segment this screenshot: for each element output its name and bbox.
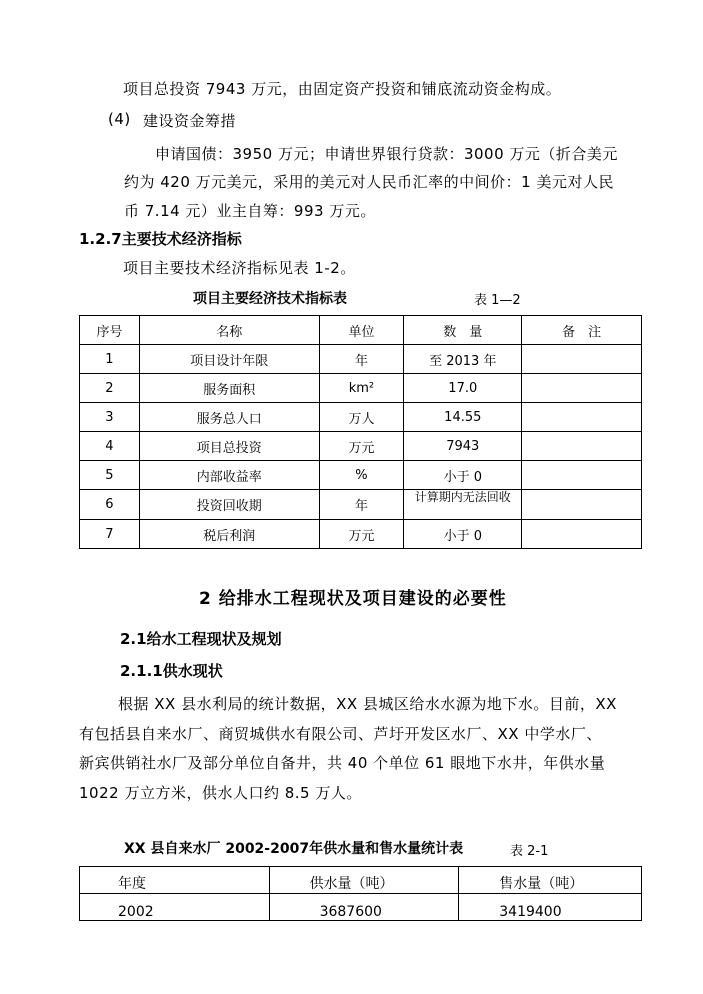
table-cell: 6 [80,490,140,520]
funding-line-3: 币 7.14 元）业主自筹：993 万元。 [124,202,376,220]
table-cell: 年 [319,490,404,520]
table-cell: 内部收益率 [139,461,319,490]
investment-total-line: 项目总投资 7943 万元，由固定资产投资和铺底流动资金构成。 [123,80,562,98]
table-row [80,490,642,520]
table-cell: 5 [80,461,140,490]
table-header-row [80,867,642,894]
water-supply-para-line-3: 新宾供销社水厂及部分单位自备井，共 40 个单位 61 眼地下水井，年供水量 [79,754,606,772]
table2-number: 表 2-1 [510,844,549,859]
table-cell: 万元 [319,432,404,461]
table-row [80,461,642,490]
table-row [80,345,642,374]
table-cell: 年 [319,345,404,374]
section-heading-2-1: 2.1给水工程现状及规划 [120,630,282,648]
table-cell: 2 [80,374,140,403]
table-row [80,403,642,432]
section-heading-2-1-1: 2.1.1供水现状 [120,662,223,680]
header-cell: 售水量（吨） [459,867,642,894]
table-cell: 3 [80,403,140,432]
table-cell: % [319,461,404,490]
table-row [80,520,642,549]
subitem-number: (4) [108,110,131,128]
table-cell [522,432,642,461]
table-cell: 服务总人口 [139,403,319,432]
table2-title: XX 县自来水厂 2002-2007年供水量和售水量统计表 [124,841,464,857]
table-cell: 7943 [404,432,522,461]
table-cell: 小于 0 [404,461,522,490]
section-heading-1-2-7: 1.2.7主要技术经济指标 [79,230,242,248]
table-cell: 项目总投资 [139,432,319,461]
chapter-2-title: 2 给排水工程现状及项目建设的必要性 [199,589,507,609]
table-cell: 14.55 [404,403,522,432]
header-cell: 名称 [139,316,319,345]
table-cell: 万人 [319,403,404,432]
subitem-title: 建设资金筹措 [143,112,237,130]
table-cell: 2002 [80,894,270,921]
table-cell: 17.0 [404,374,522,403]
header-cell: 年度 [80,867,270,894]
funding-line-2: 约为 420 万元美元，采用的美元对人民币汇率的中间价：1 美元对人民 [124,173,614,191]
table-cell: 计算期内无法回收 [404,490,522,520]
header-cell: 供水量（吨） [269,867,459,894]
table-cell: 服务面积 [139,374,319,403]
water-supply-para-line-2: 有包括县自来水厂、商贸城供水有限公司、芦圩开发区水厂、XX 中学水厂、 [79,725,602,743]
table-cell: 税后利润 [139,520,319,549]
table-cell [522,374,642,403]
table-cell: 小于 0 [404,520,522,549]
table-cell: 万元 [319,520,404,549]
header-cell: 序号 [80,316,140,345]
table-cell: 4 [80,432,140,461]
funding-line-1: 申请国债：3950 万元；申请世界银行贷款：3000 万元（折合美元 [155,145,618,163]
header-cell: 数 量 [404,316,522,345]
table-header-row [80,316,642,345]
water-volume-table [79,866,642,921]
table-cell: 投资回收期 [139,490,319,520]
table-cell: km² [319,374,404,403]
indicator-intro: 项目主要技术经济指标见表 1-2。 [123,259,356,277]
table-cell: 3419400 [459,894,642,921]
table-cell: 1 [80,345,140,374]
header-cell: 单位 [319,316,404,345]
table-cell [522,520,642,549]
table-cell: 至 2013 年 [404,345,522,374]
indicator-table [79,315,642,549]
table-cell [522,403,642,432]
table-cell: 项目设计年限 [139,345,319,374]
table-cell: 7 [80,520,140,549]
table-row [80,894,642,921]
table-cell [522,345,642,374]
water-supply-para-line-4: 1022 万立方米，供水人口约 8.5 万人。 [79,784,362,802]
table1-title: 项目主要经济技术指标表 [193,291,347,307]
table-cell: 3687600 [269,894,459,921]
header-cell: 备 注 [522,316,642,345]
table-row [80,374,642,403]
table-cell [522,461,642,490]
table-row [80,432,642,461]
table1-number: 表 1—2 [474,293,521,308]
table-cell [522,490,642,520]
water-supply-para-line-1: 根据 XX 县水利局的统计数据，XX 县城区给水水源为地下水。目前，XX [118,695,617,713]
